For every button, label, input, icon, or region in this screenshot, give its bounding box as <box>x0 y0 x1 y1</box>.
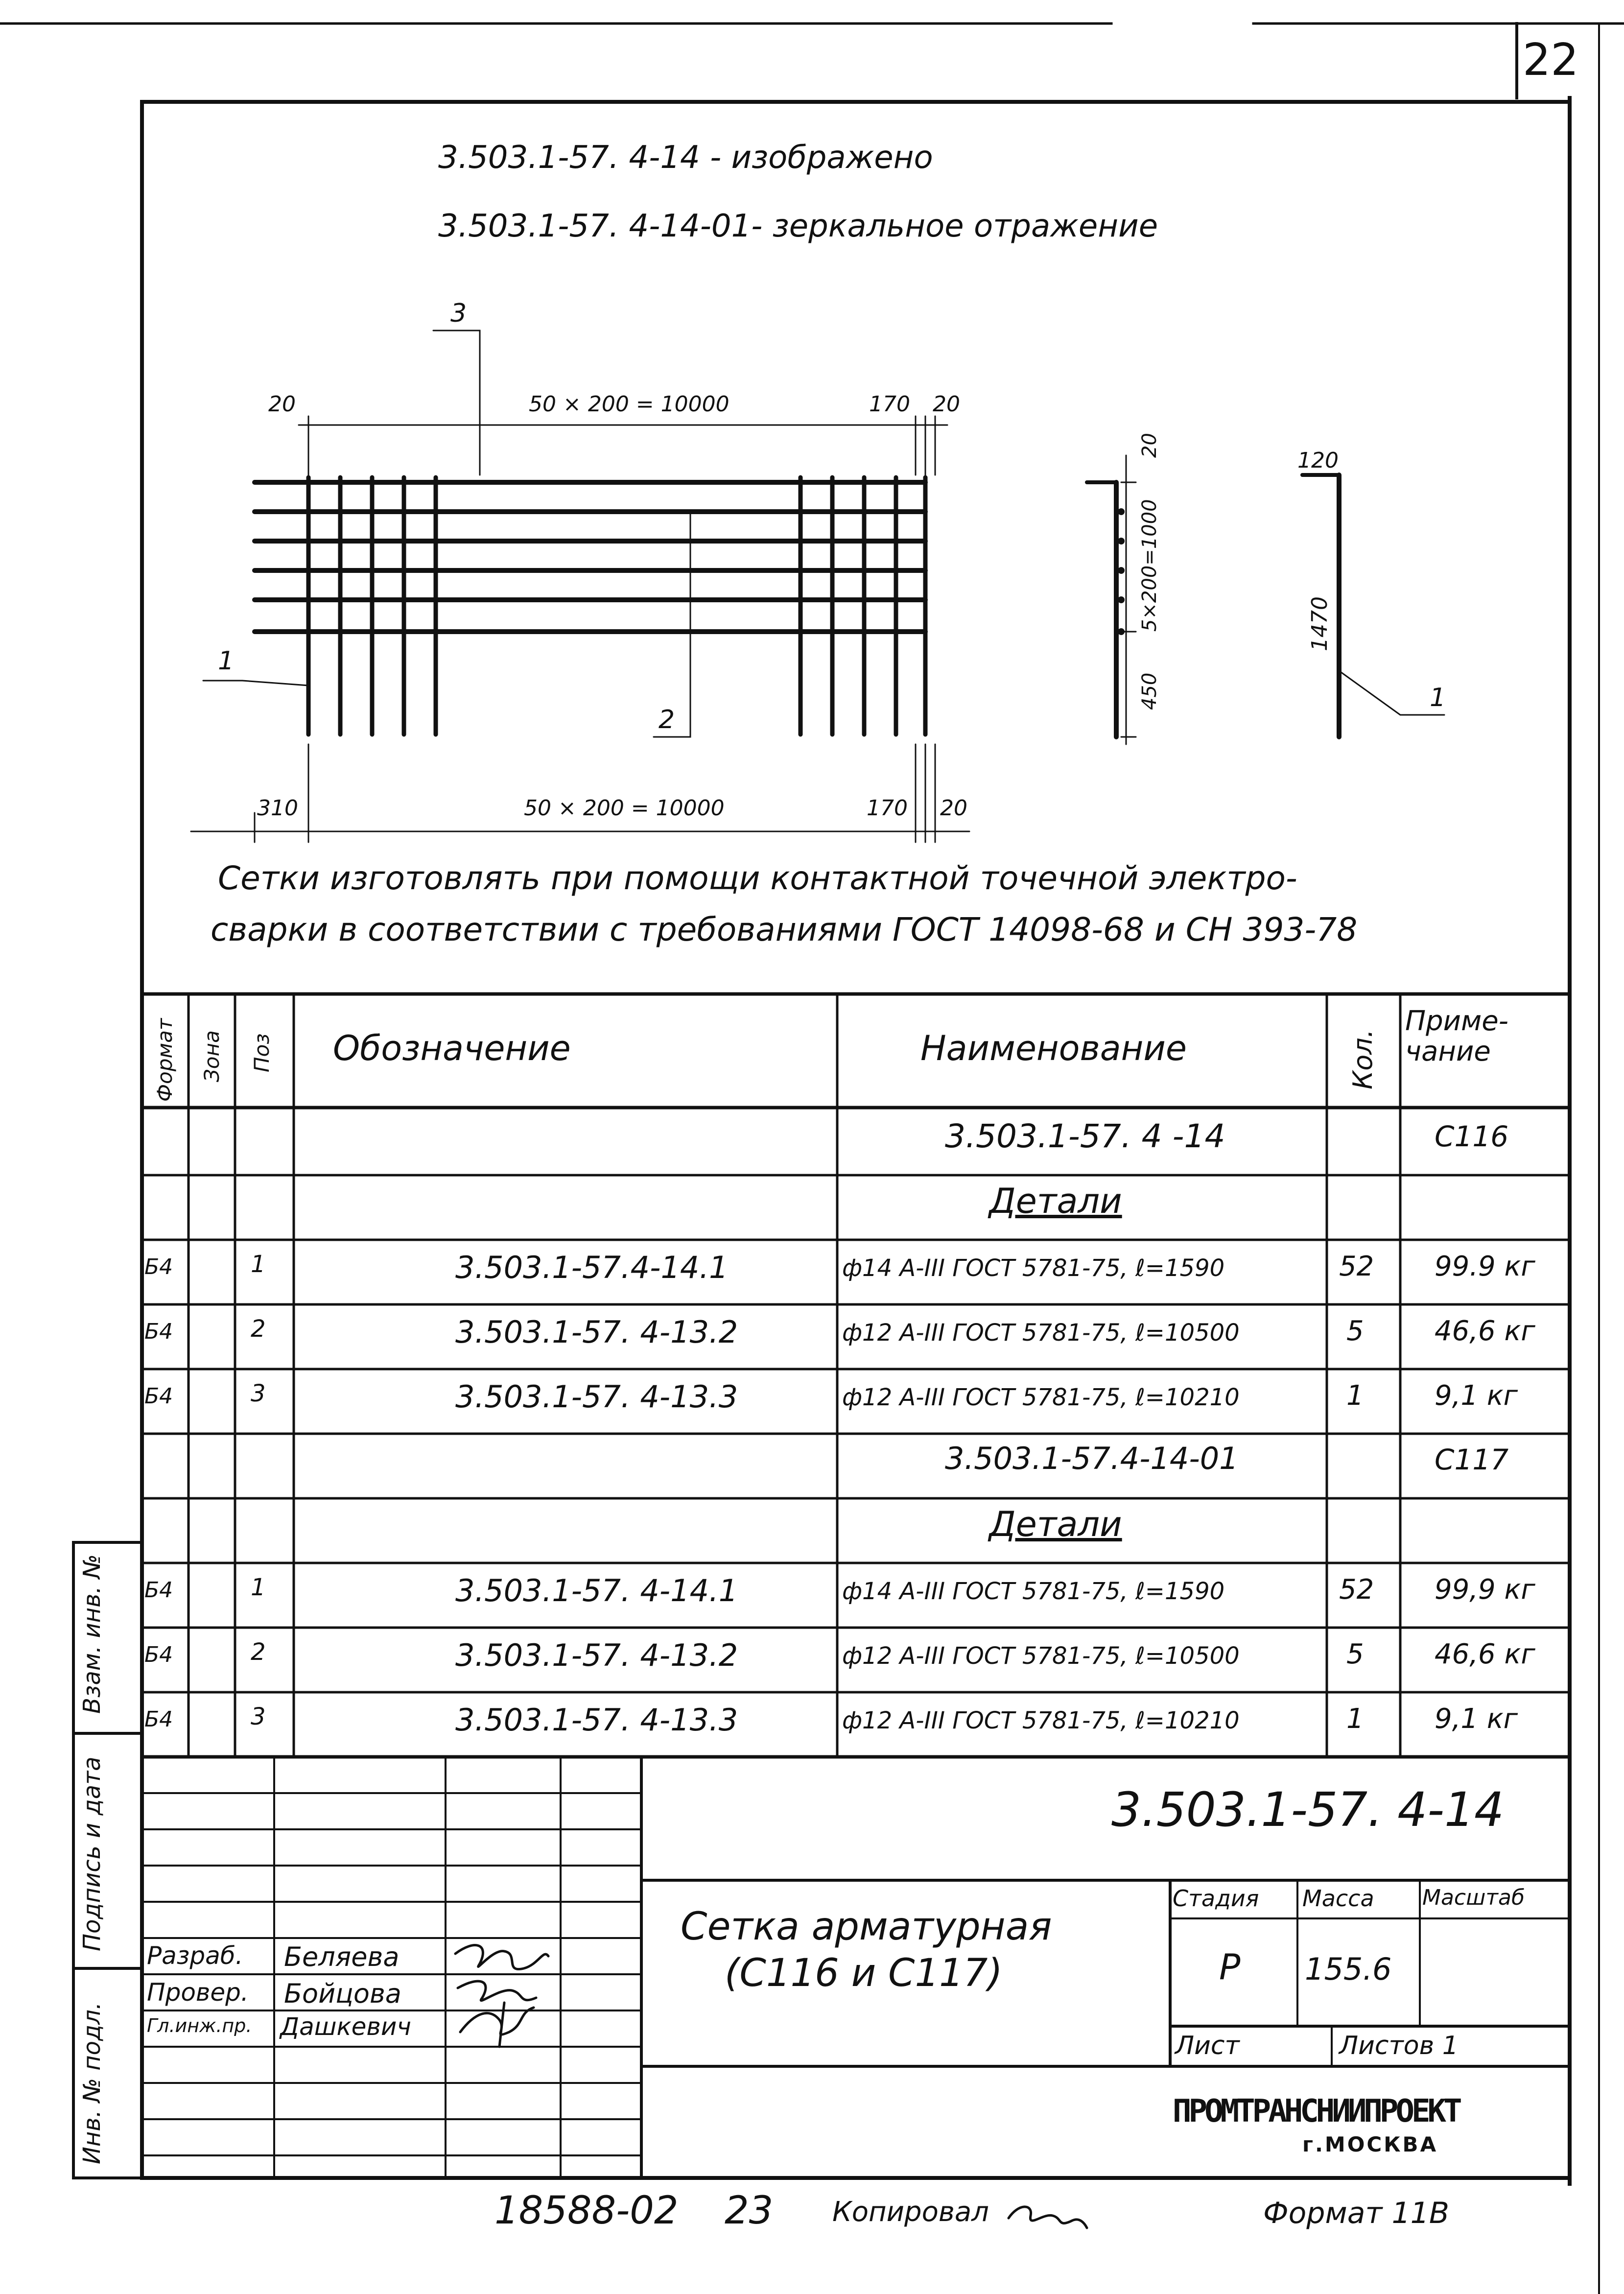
row-2-name: ф14 А-III ГОСТ 5781-75, ℓ=1590 <box>842 1254 1225 1282</box>
scale-label: Масштаб <box>1422 1885 1525 1910</box>
row-8-qty: 5 <box>1346 1638 1364 1670</box>
pos-mark-1: 1 <box>218 646 235 676</box>
row-3-pos: 2 <box>251 1315 266 1343</box>
sheet-number: 22 <box>1523 34 1579 86</box>
row-1-section: Детали <box>989 1181 1122 1221</box>
doc-code: 3.503.1-57. 4-14 <box>1111 1782 1505 1837</box>
mass-value: 155.6 <box>1305 1951 1392 1987</box>
row-8-name: ф12 А-III ГОСТ 5781-75, ℓ=10500 <box>842 1642 1240 1670</box>
row-4-qty: 1 <box>1346 1380 1364 1412</box>
header-note: Приме-чание <box>1405 1005 1508 1067</box>
row-7-name: ф14 А-III ГОСТ 5781-75, ℓ=1590 <box>842 1578 1225 1605</box>
organization-name: ПРОМТРАНСНИИПРОЕКТ <box>1173 2093 1459 2129</box>
pos-mark-3: 3 <box>450 299 467 328</box>
dim-top-main: 50 × 200 = 10000 <box>529 392 730 417</box>
row-4-note: 9,1 кг <box>1435 1380 1518 1412</box>
row-4-name: ф12 А-III ГОСТ 5781-75, ℓ=10210 <box>842 1384 1240 1411</box>
bar-pos-mark: 1 <box>1430 683 1446 712</box>
dim-top-r1: 170 <box>869 392 910 417</box>
row-7-qty: 52 <box>1339 1574 1374 1606</box>
role-chief-engineer: Гл.инж.пр. <box>147 2015 252 2036</box>
row-8-note: 46,6 кг <box>1435 1638 1535 1670</box>
footer-inventory: 18588-02 <box>494 2189 679 2233</box>
dim-bottom-r1: 170 <box>867 796 908 821</box>
signature-checker <box>458 1981 536 2001</box>
organization-city: г.МОСКВА <box>1302 2132 1438 2156</box>
dim-bottom-left: 310 <box>257 796 298 821</box>
row-9-pos: 3 <box>251 1703 266 1730</box>
row-4-designation: 3.503.1-57. 4-13.3 <box>455 1379 738 1415</box>
header-line-2: 3.503.1-57. 4-14-01- зеркальное отражение <box>438 208 1158 244</box>
stamp-signature-date: Подпись и дата <box>78 1756 106 1951</box>
sheet-label: Лист <box>1175 2031 1240 2060</box>
row-7-format: Б4 <box>144 1578 173 1603</box>
dim-top-r2: 20 <box>933 392 960 417</box>
mesh-longitudinal-bars <box>255 482 925 632</box>
footer-copied: Копировал <box>832 2196 989 2228</box>
header-qty: Кол. <box>1347 1029 1378 1089</box>
copier-signature <box>1004 2194 1092 2238</box>
signature-chief-engineer <box>460 2003 534 2047</box>
row-9-qty: 1 <box>1346 1703 1364 1735</box>
row-7-pos: 1 <box>251 1574 266 1601</box>
row-6-section: Детали <box>989 1504 1122 1544</box>
header-zone: Зона <box>200 1030 224 1082</box>
row-2-designation: 3.503.1-57.4-14.1 <box>455 1250 729 1285</box>
header-designation: Обозначение <box>333 1028 571 1068</box>
row-7-note: 99,9 кг <box>1435 1574 1535 1606</box>
row-2-qty: 52 <box>1339 1251 1374 1282</box>
footer-page: 23 <box>725 2189 774 2233</box>
row-9-name: ф12 А-III ГОСТ 5781-75, ℓ=10210 <box>842 1707 1240 1734</box>
note-line-2: сварки в соответствии с требованиями ГОСТ 14098-68 и СН 393-78 <box>211 911 1358 948</box>
row-5-name: 3.503.1-57.4-14-01 <box>945 1441 1239 1476</box>
row-2-pos: 1 <box>251 1251 266 1278</box>
title-line-2: (С116 и С117) <box>725 1951 1003 1995</box>
row-8-designation: 3.503.1-57. 4-13.2 <box>455 1637 738 1673</box>
dim-bar-top: 120 <box>1297 448 1339 473</box>
title-line-1: Сетка арматурная <box>681 1905 1052 1949</box>
mesh-drawing <box>142 294 1570 872</box>
stamp-replaced-inv: Взам. инв. № <box>78 1554 106 1714</box>
name-chief-engineer: Дашкевич <box>280 2012 411 2041</box>
dim-side-low: 450 <box>1138 672 1161 710</box>
signatures <box>446 1934 563 2052</box>
row-7-designation: 3.503.1-57. 4-14.1 <box>455 1573 738 1608</box>
row-2-note: 99.9 кг <box>1435 1251 1535 1282</box>
row-3-name: ф12 А-III ГОСТ 5781-75, ℓ=10500 <box>842 1319 1240 1347</box>
row-8-format: Б4 <box>144 1642 173 1667</box>
row-9-note: 9,1 кг <box>1435 1703 1518 1735</box>
row-0-name: 3.503.1-57. 4 -14 <box>945 1117 1225 1155</box>
header-pos: Поз <box>250 1033 274 1072</box>
dim-top-left: 20 <box>268 392 296 417</box>
name-developer: Беляева <box>284 1941 400 1972</box>
role-checker: Провер. <box>147 1978 249 2007</box>
pos-mark-2: 2 <box>659 705 675 734</box>
mesh-transverse-bars <box>308 477 925 734</box>
stage-value: Р <box>1219 1946 1241 1987</box>
row-9-format: Б4 <box>144 1707 173 1732</box>
signature-developer <box>455 1945 548 1969</box>
row-3-designation: 3.503.1-57. 4-13.2 <box>455 1314 738 1350</box>
row-3-note: 46,6 кг <box>1435 1315 1535 1347</box>
dim-bar-length: 1470 <box>1307 596 1332 651</box>
row-8-pos: 2 <box>251 1638 266 1666</box>
row-2-format: Б4 <box>144 1254 173 1279</box>
note-line-1: Сетки изготовлять при помощи контактной точечной электро- <box>218 859 1297 897</box>
dim-side-mid: 5×200=1000 <box>1138 499 1161 632</box>
row-4-format: Б4 <box>144 1384 173 1409</box>
mesh-side-section <box>1087 455 1136 744</box>
header-line-1: 3.503.1-57. 4-14 - изображено <box>438 140 933 176</box>
row-3-format: Б4 <box>144 1319 173 1344</box>
row-5-note: С117 <box>1435 1443 1509 1476</box>
row-0-note: С116 <box>1435 1120 1509 1153</box>
row-9-designation: 3.503.1-57. 4-13.3 <box>455 1702 738 1738</box>
footer-format: Формат 11В <box>1263 2196 1450 2230</box>
row-3-qty: 5 <box>1346 1315 1364 1347</box>
sheets-count: Листов 1 <box>1339 2031 1459 2060</box>
dim-side-top: 20 <box>1138 433 1161 458</box>
row-4-pos: 3 <box>251 1380 266 1407</box>
stage-label: Стадия <box>1173 1885 1259 1912</box>
stamp-orig-inv: Инв. № подл. <box>78 2002 106 2164</box>
role-developer: Разраб. <box>147 1941 243 1970</box>
dim-bottom-main: 50 × 200 = 10000 <box>524 796 725 821</box>
name-checker: Бойцова <box>284 1978 401 2009</box>
header-format: Формат <box>153 1018 177 1102</box>
dim-bottom-r2: 20 <box>940 796 967 821</box>
header-name: Наименование <box>920 1028 1187 1068</box>
mass-label: Масса <box>1302 1885 1374 1912</box>
